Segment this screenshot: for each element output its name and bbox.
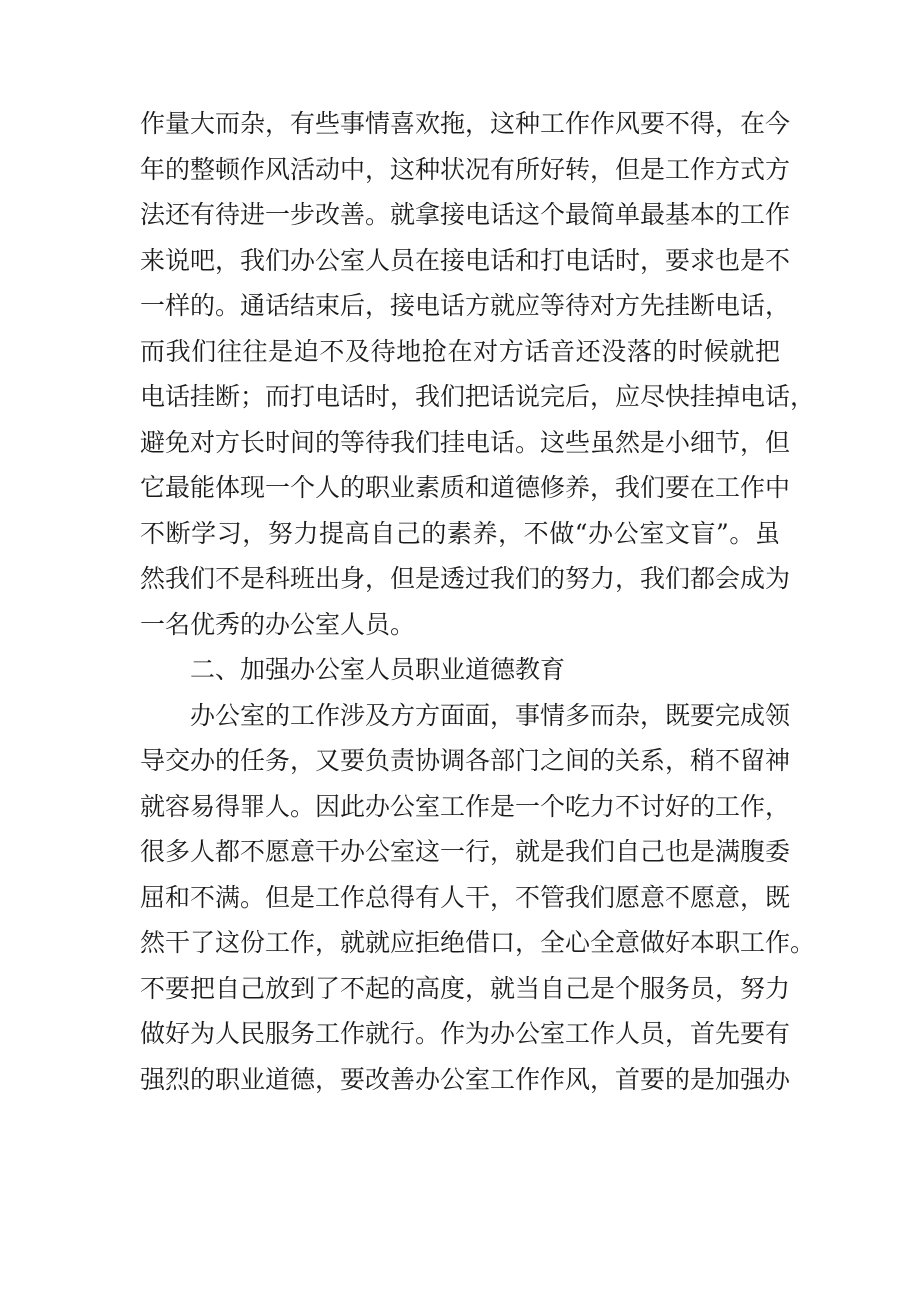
- text-line: 一名优秀的办公室人员。: [140, 609, 416, 639]
- text-line: 年的整顿作风活动中，这种状况有所好转，但是工作方式方: [140, 154, 791, 184]
- text-line: 电话挂断；而打电话时，我们把话说完后，应尽快挂掉电话，: [140, 382, 816, 411]
- text-line: 来说吧，我们办公室人员在接电话和打电话时，要求也是不: [140, 245, 791, 275]
- text-line: 就容易得罪人。因此办公室工作是一个吃力不讨好的工作，: [140, 791, 791, 821]
- text-line: 它最能体现一个人的职业素质和道德修养，我们要在工作中: [140, 473, 791, 502]
- text-line: 屈和不满。但是工作总得有人干，不管我们愿意不愿意，既: [140, 882, 791, 912]
- text-line: 不断学习，努力提高自己的素养，不做“办公室文盲”。虽: [140, 518, 780, 548]
- text-line: 不要把自己放到了不起的高度，就当自己是个服务员，努力: [140, 973, 791, 1003]
- text-line: 避免对方长时间的等待我们挂电话。这些虽然是小细节，但: [140, 427, 791, 457]
- section-heading: 二、加强办公室人员职业道德教育: [190, 655, 566, 684]
- text-line: 导交办的任务，又要负责协调各部门之间的关系，稍不留神: [140, 746, 791, 775]
- text-line: 法还有待进一步改善。就拿接电话这个最简单最基本的工作: [140, 200, 791, 229]
- document-body: [140, 101, 816, 1102]
- text-line: 办公室的工作涉及方方面面，事情多而杂，既要完成领: [190, 700, 791, 730]
- text-line: 然干了这份工作，就就应拒绝借口，全心全意做好本职工作。: [140, 928, 816, 957]
- paragraph-ethics: [140, 693, 816, 1103]
- text-line: 作量大而杂，有些事情喜欢拖，这种工作作风要不得，在今: [140, 109, 791, 138]
- text-line: 很多人都不愿意干办公室这一行，就是我们自己也是满腹委: [140, 837, 791, 866]
- text-line: 一样的。通话结束后，接电话方就应等待对方先挂断电话，: [140, 291, 791, 320]
- text-line: 然我们不是科班出身，但是透过我们的努力，我们都会成为: [140, 564, 791, 593]
- paragraph-work-style: [140, 101, 816, 647]
- text-line: 强烈的职业道德，要改善办公室工作作风，首要的是加强办: [140, 1064, 791, 1094]
- text-line: 而我们往往是迫不及待地抢在对方话音还没落的时候就把: [140, 336, 780, 366]
- text-line: 做好为人民服务工作就行。作为办公室工作人员，首先要有: [140, 1019, 791, 1048]
